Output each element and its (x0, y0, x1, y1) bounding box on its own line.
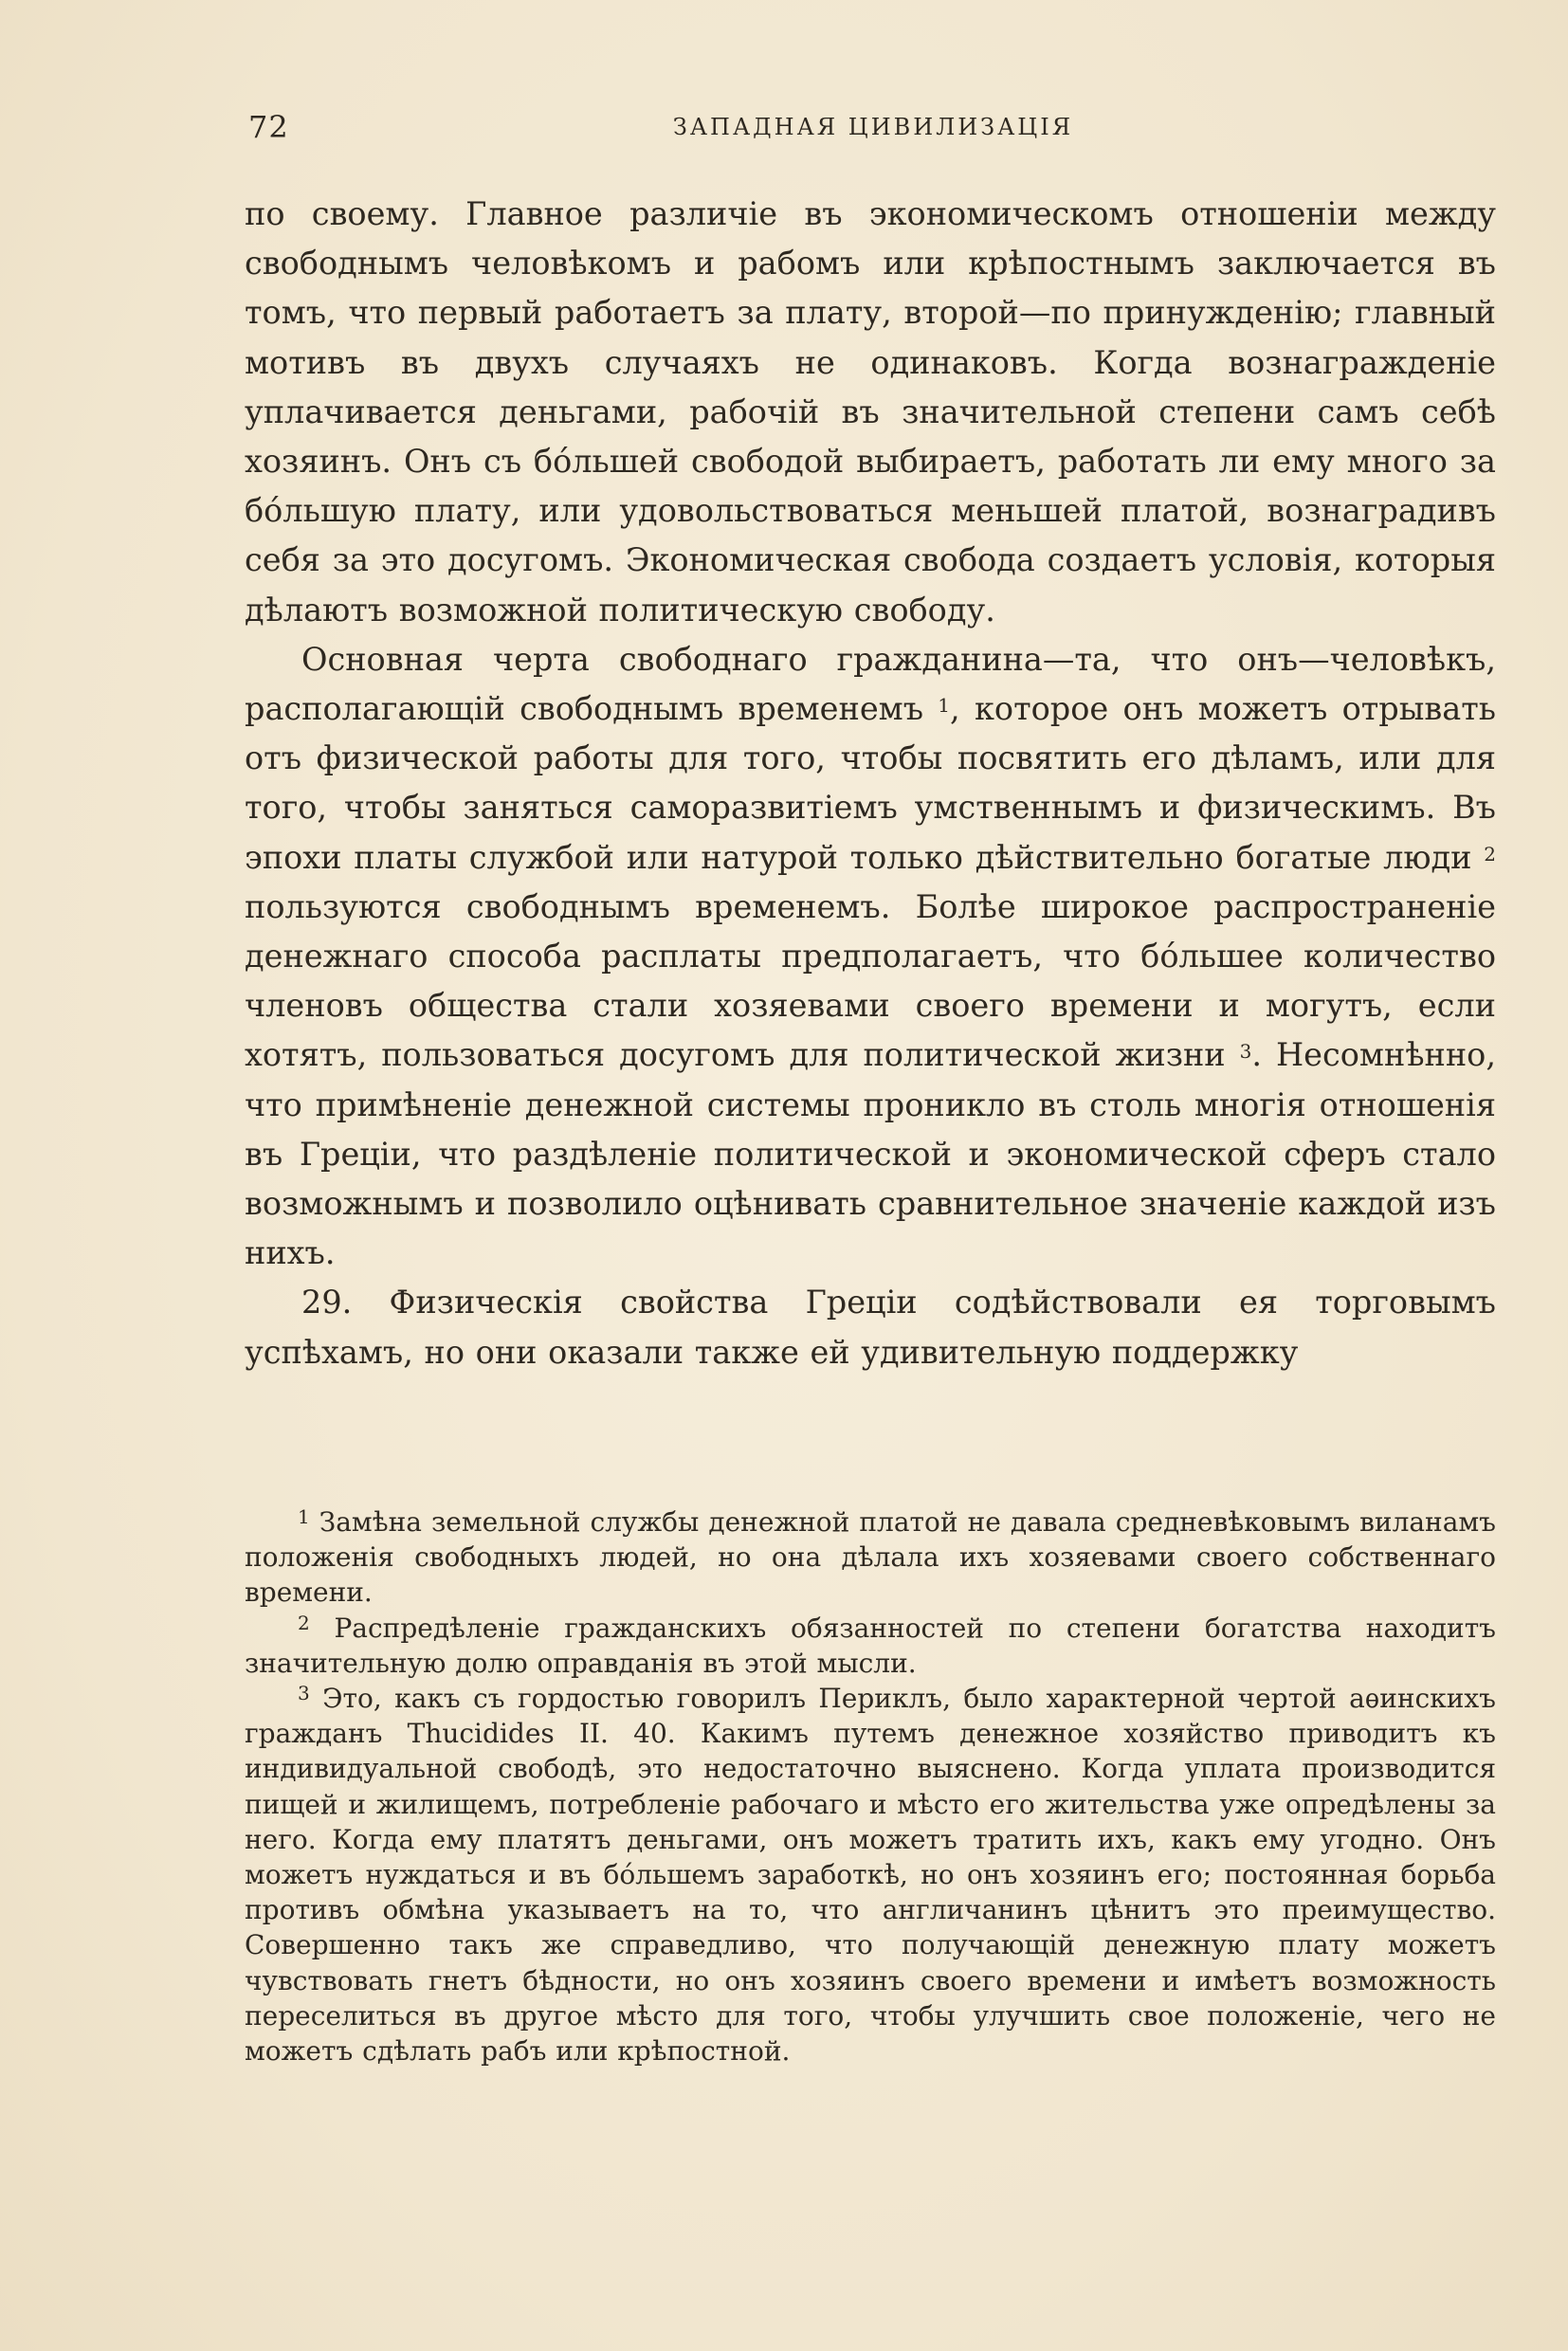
footnote-2 (245, 1611, 1496, 1681)
paragraph-2 (245, 635, 1496, 1279)
footnote-mark-3: 3 (298, 1682, 310, 1705)
paragraph-2-part-4: . Несомнѣнно, что примѣненіе денежной системы проникло въ столь многія отношенія въ Греціи, что раздѣленіе политической и экономической сферъ стало возможнымъ и позволило оцѣнивать сравнительное значеніе каждой изъ нихъ. (245, 1036, 1496, 1272)
footnote-1 (245, 1504, 1496, 1611)
paragraph-1: по своему. Главное различіе въ экономическомъ отношеніи между свободнымъ человѣкомъ и рабомъ или крѣпостнымъ заключается въ томъ, что первый работаетъ за плату, второй—по принужденію; главный мотивъ въ двухъ случаяхъ не одинаковъ. Когда вознагражденіе уплачивается деньгами, рабочій въ значительной степени самъ себѣ хозяинъ. Онъ съ бóльшей свободой выбираетъ, работать ли ему много за бóльшую плату, или удовольствоваться меньшей платой, вознаградивъ себя за это досугомъ. Экономическая свобода создаетъ условія, которыя дѣлаютъ возможной политическую свободу. (245, 195, 1496, 629)
page-number: 72 (248, 109, 289, 145)
footnote-text-1: Замѣна земельной службы денежной платой не давала средневѣковымъ виланамъ положенія свободныхъ людей, но она дѣлала ихъ хозяевами своего собственнаго времени. (245, 1506, 1496, 1609)
paragraph-3: 29. Физическія свойства Греціи содѣйствовали ея торговымъ успѣхамъ, но они оказали также ей удивительную поддержку (245, 1284, 1496, 1371)
footnote-ref-1: 1 (938, 694, 951, 718)
footnote-mark-2: 2 (298, 1611, 310, 1634)
running-title: ЗАПАДНАЯ ЦИВИЛИЗАЦІЯ (672, 114, 1074, 140)
footnote-ref-2: 2 (1484, 842, 1496, 866)
footnotes (245, 1504, 1496, 2069)
footnote-text-2: Распредѣленіе гражданскихъ обязанностей по степени богатства находитъ значительную долю оправданія въ этой мысли. (245, 1612, 1496, 1679)
footnote-3 (245, 1681, 1496, 2069)
footnote-text-3: Это, какъ съ гордостью говорилъ Периклъ, было характерной чертой аѳинскихъ гражданъ Thucidides II. 40. Какимъ путемъ денежное хозяйство приводитъ къ индивидуальной свободѣ, это недостаточно выяснено. Когда уплата производится пищей и жилищемъ, потребленіе рабочаго и мѣсто его жительства уже опредѣлены за него. Когда ему платятъ деньгами, онъ можетъ тратить ихъ, какъ ему угодно. Онъ можетъ нуждаться и въ бóльшемъ заработкѣ, но онъ хозяинъ его; постоянная борьба противъ обмѣна указываетъ на то, что англичанинъ цѣнитъ это преимущество. Совершенно такъ же справедливо, что получающій денежную плату можетъ чувствовать гнетъ бѣдности, но онъ хозяинъ своего времени и имѣетъ возможность переселиться въ другое мѣсто для того, чтобы улучшить свое положеніе, чего не можетъ сдѣлать рабъ или крѣпостной. (245, 1683, 1496, 2068)
paragraph-2-part-1: Основная черта свободнаго гражданина—та, что онъ—человѣкъ, располагающій свободнымъ временемъ (245, 640, 1496, 728)
page-header (248, 108, 1498, 146)
main-text (245, 190, 1496, 1377)
footnote-ref-3: 3 (1239, 1040, 1252, 1064)
paragraph-2-part-3: пользуются свободнымъ временемъ. Болѣе широкое распространеніе денежнаго способа расплаты предполагаетъ, что бóльшее количество членовъ общества стали хозяевами своего времени и могутъ, если хотятъ, пользоваться досугомъ для политической жизни (245, 887, 1496, 1074)
paragraph-2-part-2: , которое онъ можетъ отрывать отъ физической работы для того, чтобы посвятить его дѣламъ, или для того, чтобы заняться саморазвитіемъ умственнымъ и физическимъ. Въ эпохи платы службой или натурой только дѣйствительно богатые люди (245, 690, 1496, 876)
footnote-mark-1: 1 (298, 1505, 310, 1528)
